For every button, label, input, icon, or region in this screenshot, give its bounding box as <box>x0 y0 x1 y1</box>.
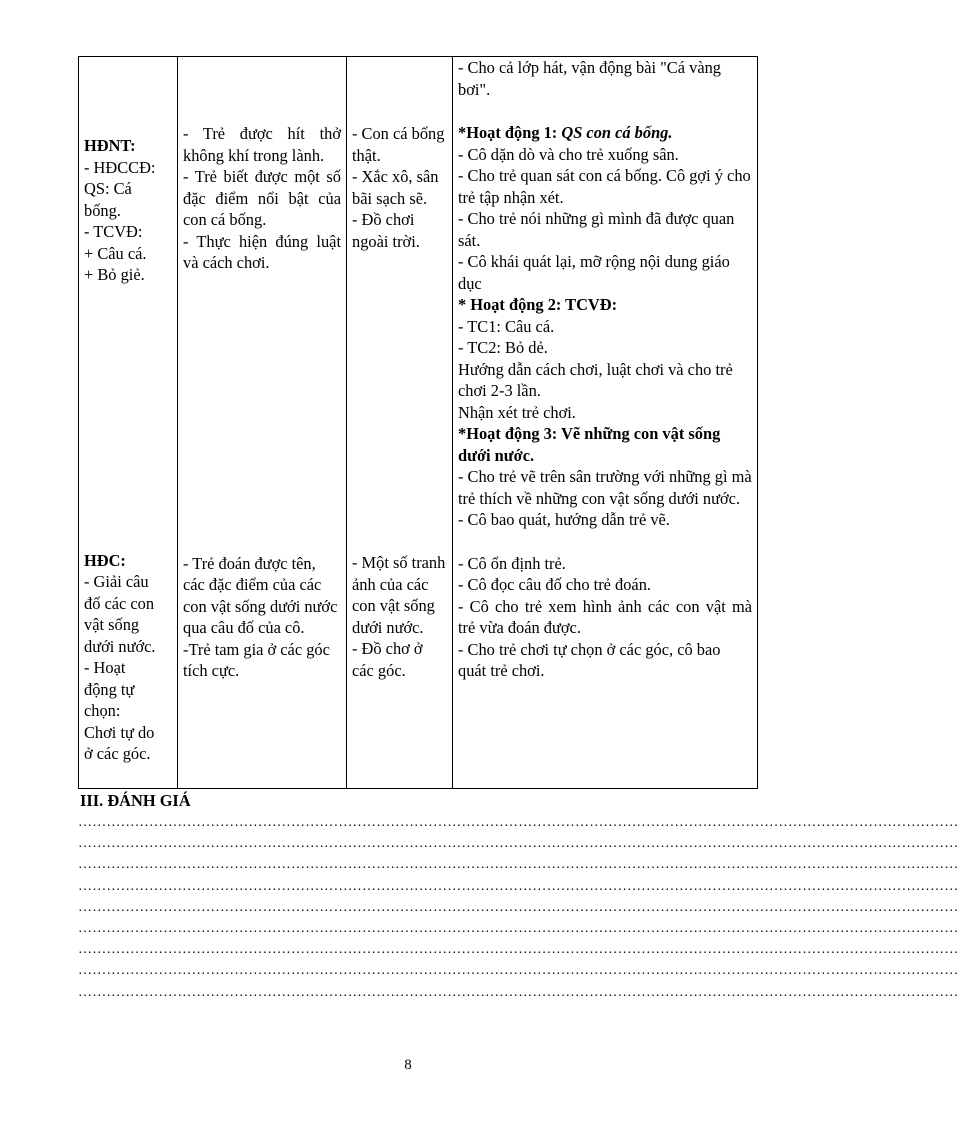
procedure-line: - TC2: Bỏ dẻ. <box>458 338 548 357</box>
objective-item: - Trẻ được hít thở không khí trong lành. <box>183 124 341 165</box>
hdnt-section <box>84 135 172 286</box>
procedure-intro: - Cho cả lớp hát, vận động bài "Cá vàng bơi". <box>458 58 721 99</box>
objectives-cell <box>178 57 347 789</box>
procedure-line: - Cô ổn định trẻ. <box>458 553 566 573</box>
activity-3-heading: *Hoạt động 3: Vẽ những con vật sống dưới nước. <box>458 424 721 465</box>
hdc-section <box>84 550 172 765</box>
dotted-line: …………………………………………………………………………………………………………………………………………………………………… <box>78 963 958 978</box>
preparation-item: - Xắc xô, sân bãi sạch sẽ. <box>352 167 439 208</box>
objective-item: -Trẻ tam gia ở các góc tích cực. <box>183 639 330 680</box>
hdnt-line: + Câu cá. <box>84 243 147 263</box>
procedure-line: - Cô dặn dò và cho trẻ xuống sân. <box>458 144 679 164</box>
activity-1-label: *Hoạt động 1: <box>458 123 562 142</box>
objective-item: - Trẻ đoán được tên, các đặc điểm của các con vật sống dưới nước qua câu đố của cô. <box>183 553 338 637</box>
procedure-line: - Cô cho trẻ xem hình ảnh các con vật mà trẻ vừa đoán được. <box>458 596 752 637</box>
activity-2-heading: * Hoạt động 2: TCVĐ: <box>458 295 618 314</box>
procedure-line: - Cô bao quát, hướng dẫn trẻ vẽ. <box>458 510 670 529</box>
procedure-line: Nhận xét trẻ chơi. <box>458 402 576 422</box>
activity-1-heading <box>458 122 752 144</box>
hdc-title: HĐC: <box>84 550 126 570</box>
procedure-line: Hướng dẫn cách chơi, luật chơi và cho trẻ chơi 2-3 lần. <box>458 359 733 400</box>
page-number: 8 <box>404 1057 412 1073</box>
hdnt-line: QS: Cá <box>84 179 132 198</box>
hdnt-title: HĐNT: <box>84 136 136 155</box>
evaluation-heading: III. ĐÁNH GIÁ <box>80 791 191 810</box>
procedure-line: - Cô đọc câu đố cho trẻ đoán. <box>458 575 651 594</box>
hdc-line: ở các góc. <box>84 744 151 763</box>
hdnt-line: bống. <box>84 200 121 220</box>
hdc-line: động tự <box>84 679 135 699</box>
hdnt-line: + Bỏ giẻ. <box>84 265 145 284</box>
dotted-line: …………………………………………………………………………………………………………………………………………………………………… <box>78 985 958 1000</box>
procedure-line: - Cho trẻ nói những gì mình đã được quan sát. <box>458 209 735 250</box>
activity-name-cell <box>79 57 178 789</box>
preparation-cell <box>347 57 453 789</box>
dotted-line: …………………………………………………………………………………………………………………………………………………………………… <box>78 900 958 915</box>
procedure-line: - TC1: Câu cá. <box>458 316 555 336</box>
procedure-line: - Cô khái quát lại, mỡ rộng nội dung giáo dục <box>458 252 730 293</box>
dotted-line: …………………………………………………………………………………………………………………………………………………………………… <box>78 857 958 872</box>
dotted-line: …………………………………………………………………………………………………………………………………………………………………… <box>78 836 958 851</box>
hdc-line: - Hoạt <box>84 658 126 677</box>
objective-item: - Thực hiện đúng luật và cách chơi. <box>183 231 341 272</box>
dotted-line: …………………………………………………………………………………………………………………………………………………………………… <box>78 921 958 936</box>
hdnt-line: - TCVĐ: <box>84 222 143 241</box>
procedure-line: - Cho trẻ vẽ trên sân trường với những gì mà trẻ thích về những con vật sống dưới nước. <box>458 467 752 508</box>
procedure-cell <box>453 57 758 789</box>
activity-1-title: QS con cá bống. <box>561 123 673 142</box>
dotted-line: …………………………………………………………………………………………………………………………………………………………………… <box>78 879 958 894</box>
dotted-line: …………………………………………………………………………………………………………………………………………………………………… <box>78 815 958 830</box>
hdnt-line: - HĐCCĐ: <box>84 157 156 177</box>
hdc-line: Chơi tự do <box>84 722 155 742</box>
preparation-item: - Con cá bống thật. <box>352 124 445 165</box>
preparation-item: - Đồ chơi ngoài trời. <box>352 210 420 251</box>
objective-item: - Trẻ biết được một số đặc điểm nổi bật của con cá bống. <box>183 167 341 229</box>
preparation-item: - Đồ chơ ở các góc. <box>352 639 423 680</box>
hdc-line: - Giải câu <box>84 572 149 591</box>
lesson-plan-table <box>78 56 758 789</box>
procedure-line: - Cho trẻ quan sát con cá bống. Cô gợi ý cho trẻ tập nhận xét. <box>458 166 751 207</box>
procedure-line: - Cho trẻ chơi tự chọn ở các góc, cô bao quát trẻ chơi. <box>458 639 721 680</box>
hdc-line: chọn: <box>84 701 121 720</box>
hdc-line: dưới nước. <box>84 636 156 656</box>
hdc-line: đố các con <box>84 593 155 613</box>
dotted-line: …………………………………………………………………………………………………………………………………………………………………… <box>78 942 958 957</box>
preparation-item: - Một số tranh ảnh của các con vật sống dưới nước. <box>352 553 446 637</box>
hdc-line: vật sống <box>84 615 140 634</box>
